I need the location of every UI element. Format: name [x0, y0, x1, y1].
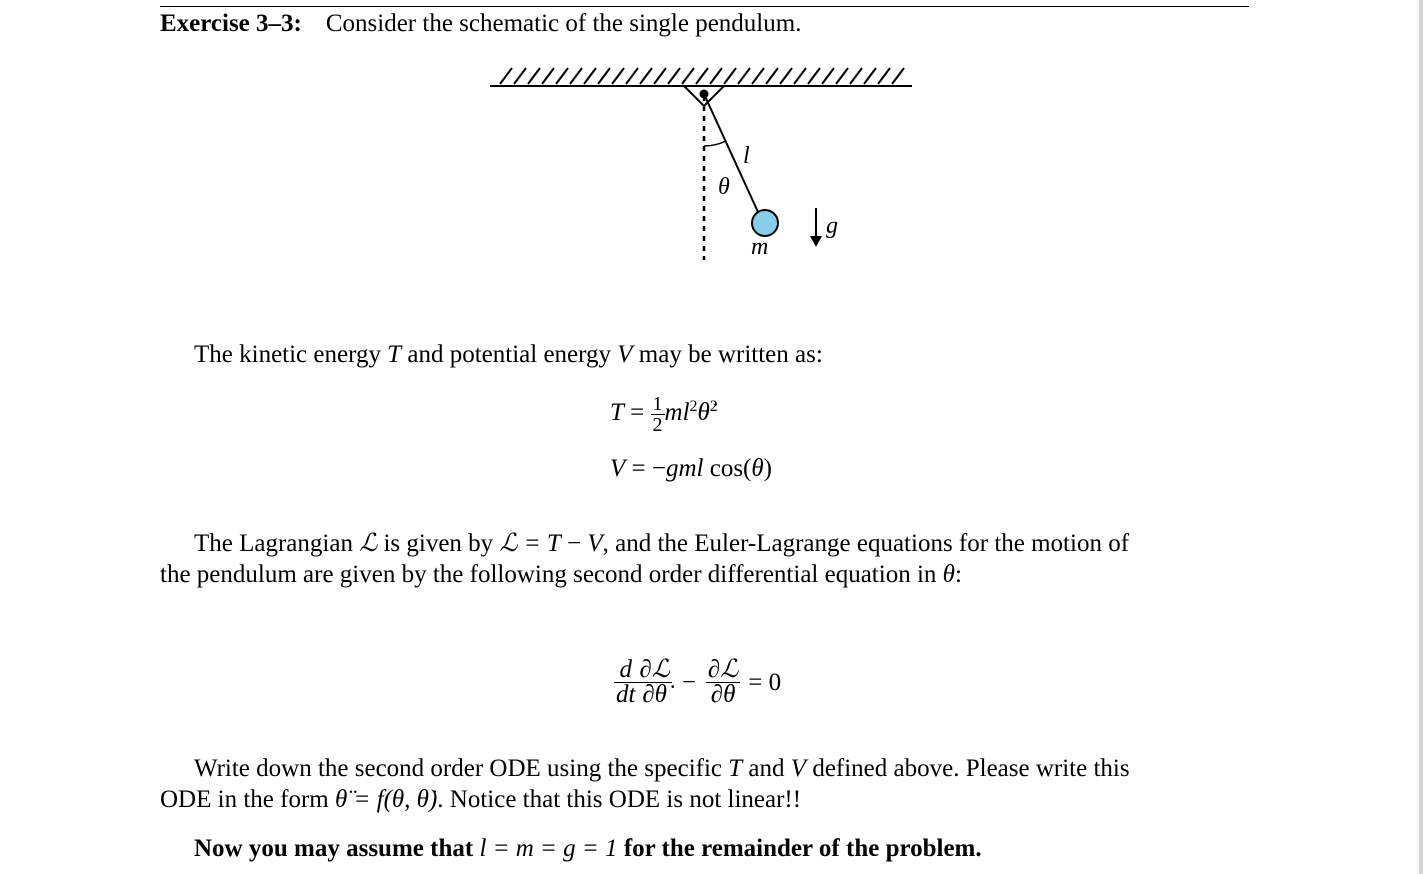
one-half-fraction: $\frac{1}{2}$: [652, 393, 663, 436]
angle-arc: [704, 141, 726, 146]
assumption-line: Now you may assume that l = m = g = 1 for the remainder of the problem.: [194, 835, 982, 862]
energy-intro: The kinetic energy T and potential energy V may be written as:: [194, 341, 823, 368]
d-dt-fraction: $\frac{d}{dt}$: [616, 656, 636, 708]
exercise-title: Exercise 3–3:: [160, 10, 302, 37]
exercise-intro: Consider the schematic of the single pendulum.: [325, 10, 802, 37]
partial-L-theta-fraction: $\frac{\text{∂ℒ}}{\partial\theta}$: [707, 656, 739, 708]
pendulum-diagram: [0, 0, 1423, 300]
label-gravity: g: [826, 213, 838, 239]
potential-energy-equation: V = −gml cos(θ): [610, 455, 772, 482]
task-line-1: Write down the second order ODE using the specific T and V defined above. Please write this: [194, 755, 1130, 782]
label-angle: θ: [718, 174, 730, 200]
lagrangian-line-1: The Lagrangian ℒ is given by ℒ = T − V, and the Euler-Lagrange equations for the motion of: [194, 530, 1130, 557]
lagrangian-line-2: the pendulum are given by the following second order differential equation in θ:: [160, 561, 962, 588]
task-line-2: ODE in the form θ̈ = f(θ, θ̇). Notice that this ODE is not linear!!: [160, 786, 802, 813]
pendulum-rod: [704, 94, 758, 212]
euler-lagrange-equation: $\frac{d}{dt}$ $\frac{\text{∂ℒ}}{\partial\thetȧ}$ − $\frac{\text{∂ℒ}}{\partial\theta}$ = 0: [616, 656, 782, 708]
label-length: l: [743, 143, 750, 169]
ceiling-hatching: [490, 68, 912, 86]
kinetic-energy-equation: T = $\frac{1}{2}$ $ml^2\thetȧ^2$: [610, 393, 718, 436]
label-mass: m: [751, 234, 769, 260]
pendulum-bob: [752, 210, 778, 236]
gravity-arrow: [810, 208, 822, 247]
partial-L-thetadot-fraction: $\frac{\text{∂ℒ}}{\partial\thetȧ}$: [639, 656, 670, 708]
ode-form: θ̈ = f(θ, θ̇): [334, 786, 438, 813]
